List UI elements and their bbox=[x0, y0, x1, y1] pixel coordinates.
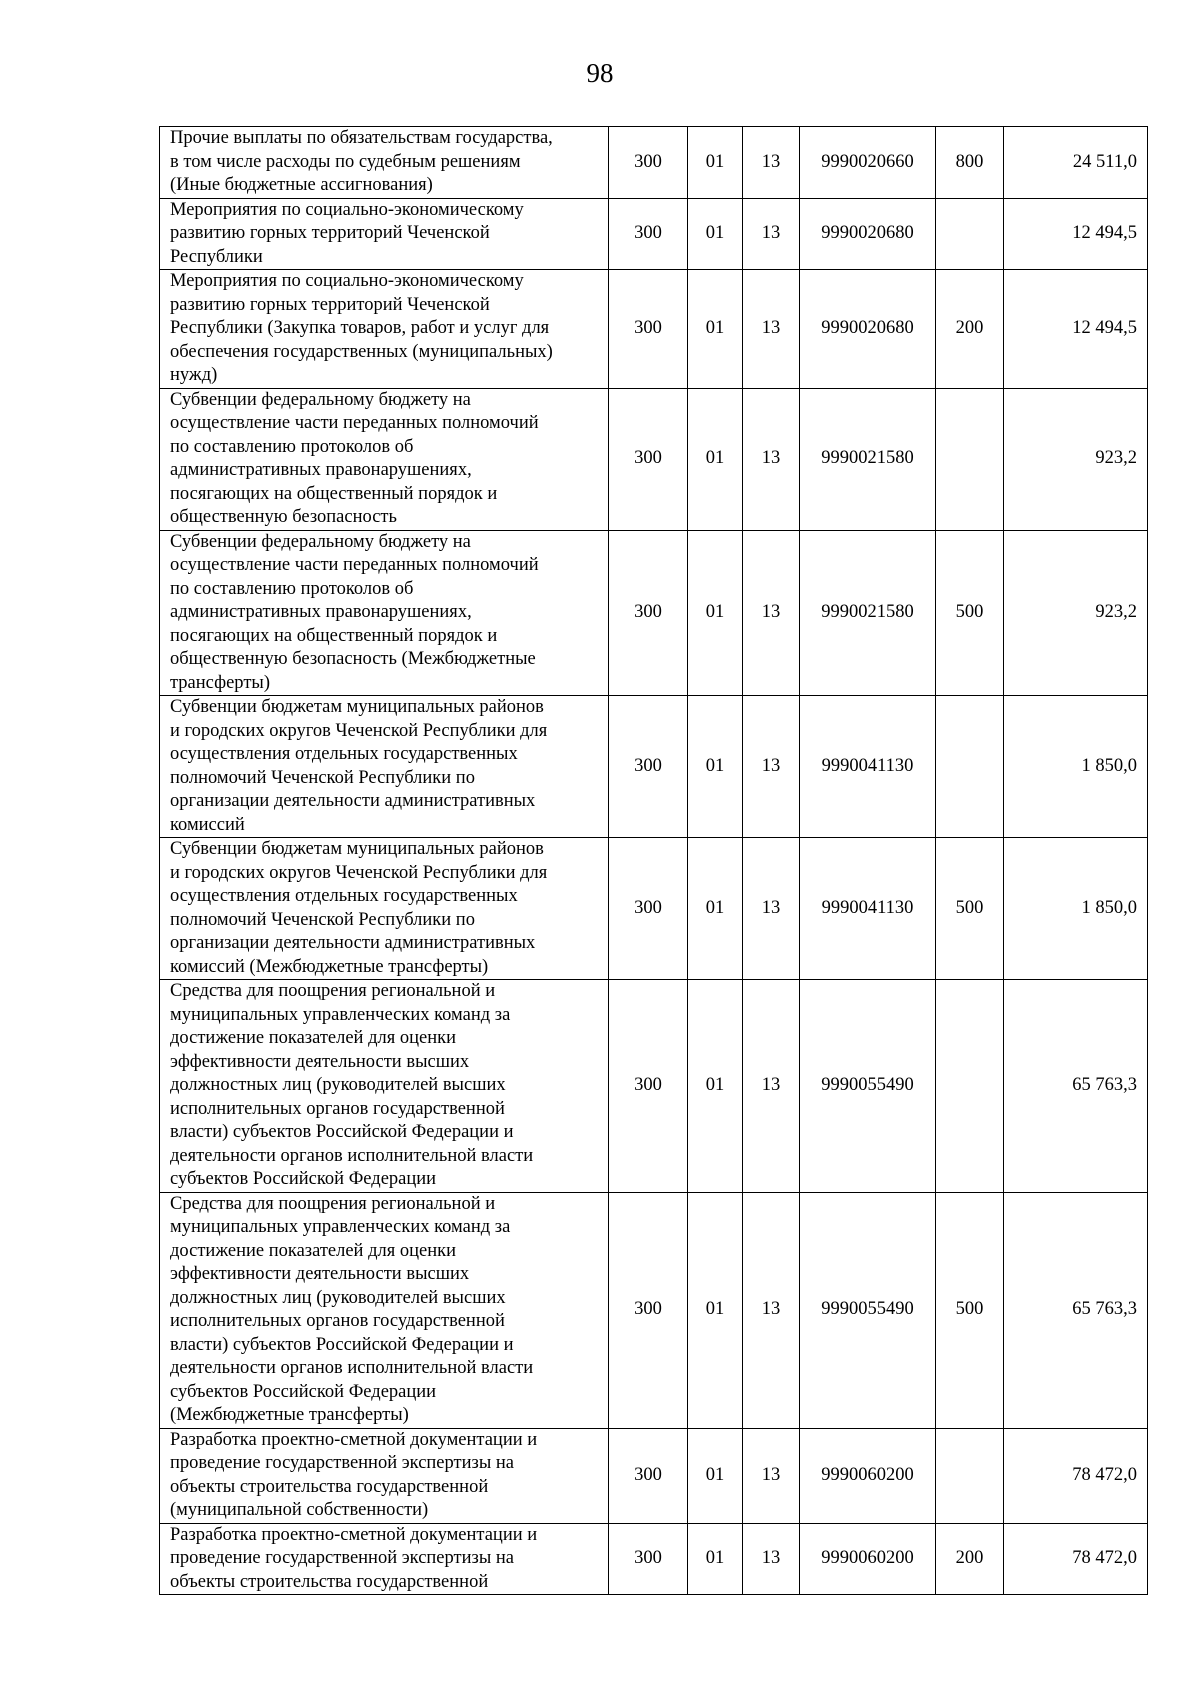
table-row bbox=[160, 838, 1148, 980]
expense-type-code bbox=[936, 198, 1004, 270]
table-row bbox=[160, 127, 1148, 199]
amount-value: 12 494,5 bbox=[1004, 198, 1148, 270]
description-line: деятельности органов исполнительной власти bbox=[170, 1358, 534, 1378]
expense-type-code: 500 bbox=[936, 530, 1004, 696]
expense-type-code: 500 bbox=[936, 1192, 1004, 1428]
description-line: посягающих на общественный порядок и bbox=[170, 483, 498, 504]
description-line: общественную безопасность bbox=[170, 507, 397, 527]
ministry-code: 300 bbox=[609, 1428, 688, 1523]
section-code: 01 bbox=[688, 1192, 743, 1428]
description-line: осуществления отдельных государственных bbox=[170, 744, 518, 764]
description-line: Мероприятия по социально-экономическому bbox=[170, 199, 524, 220]
description-line: (муниципальной собственности) bbox=[170, 1500, 429, 1520]
amount-value: 78 472,0 bbox=[1004, 1523, 1148, 1595]
description-line: организации деятельности административных bbox=[170, 791, 536, 811]
target-article-code: 9990055490 bbox=[800, 1192, 936, 1428]
section-code: 01 bbox=[688, 270, 743, 389]
target-article-code: 9990060200 bbox=[800, 1428, 936, 1523]
description-line: Разработка проектно-сметной документации и bbox=[170, 1429, 538, 1450]
description-line: в том числе расходы по судебным решениям bbox=[170, 151, 521, 172]
section-code: 01 bbox=[688, 530, 743, 696]
subsection-code: 13 bbox=[743, 1428, 800, 1523]
description-line: объекты строительства государственной bbox=[170, 1476, 489, 1497]
item-description bbox=[160, 838, 609, 980]
amount-value: 65 763,3 bbox=[1004, 980, 1148, 1193]
description-line: проведение государственной экспертизы на bbox=[170, 1548, 514, 1568]
table-body bbox=[160, 127, 1148, 1595]
amount-value: 923,2 bbox=[1004, 530, 1148, 696]
target-article-code: 9990060200 bbox=[800, 1523, 936, 1595]
item-description bbox=[160, 388, 609, 530]
expense-type-code: 800 bbox=[936, 127, 1004, 199]
description-line: осуществление части переданных полномочий bbox=[170, 413, 539, 433]
table-row bbox=[160, 270, 1148, 389]
ministry-code: 300 bbox=[609, 696, 688, 838]
description-line: и городских округов Чеченской Республики для bbox=[170, 862, 548, 883]
item-description bbox=[160, 1523, 609, 1595]
description-line: Средства для поощрения региональной и bbox=[170, 981, 496, 1001]
subsection-code: 13 bbox=[743, 198, 800, 270]
ministry-code: 300 bbox=[609, 530, 688, 696]
ministry-code: 300 bbox=[609, 980, 688, 1193]
section-code: 01 bbox=[688, 1428, 743, 1523]
description-line: Субвенции бюджетам муниципальных районов bbox=[170, 697, 544, 717]
description-line: организации деятельности административных bbox=[170, 933, 536, 953]
amount-value: 1 850,0 bbox=[1004, 838, 1148, 980]
section-code: 01 bbox=[688, 198, 743, 270]
table-row bbox=[160, 1523, 1148, 1595]
description-line: развитию горных территорий Чеченской bbox=[170, 294, 490, 315]
expense-type-code: 200 bbox=[936, 270, 1004, 389]
amount-value: 65 763,3 bbox=[1004, 1192, 1148, 1428]
description-line: (Иные бюджетные ассигнования) bbox=[170, 175, 433, 195]
table-row bbox=[160, 980, 1148, 1193]
description-line: Республики bbox=[170, 246, 263, 267]
description-line: административных правонарушениях, bbox=[170, 602, 472, 622]
amount-value: 12 494,5 bbox=[1004, 270, 1148, 389]
table-row bbox=[160, 696, 1148, 838]
description-line: муниципальных управленческих команд за bbox=[170, 1004, 511, 1025]
section-code: 01 bbox=[688, 696, 743, 838]
subsection-code: 13 bbox=[743, 980, 800, 1193]
ministry-code: 300 bbox=[609, 198, 688, 270]
amount-value: 78 472,0 bbox=[1004, 1428, 1148, 1523]
description-line: исполнительных органов государственной bbox=[170, 1311, 505, 1331]
description-line: должностных лиц (руководителей высших bbox=[170, 1287, 506, 1308]
table-row bbox=[160, 198, 1148, 270]
item-description bbox=[160, 696, 609, 838]
target-article-code: 9990021580 bbox=[800, 388, 936, 530]
description-line: власти) субъектов Российской Федерации и bbox=[170, 1334, 514, 1355]
description-line: комиссий (Межбюджетные трансферты) bbox=[170, 956, 489, 977]
description-line: деятельности органов исполнительной власти bbox=[170, 1145, 534, 1166]
item-description bbox=[160, 1428, 609, 1523]
target-article-code: 9990020680 bbox=[800, 270, 936, 389]
description-line: достижение показателей для оценки bbox=[170, 1240, 457, 1261]
item-description bbox=[160, 1192, 609, 1428]
subsection-code: 13 bbox=[743, 270, 800, 389]
description-line: субъектов Российской Федерации bbox=[170, 1169, 437, 1189]
expense-type-code bbox=[936, 696, 1004, 838]
expense-type-code: 200 bbox=[936, 1523, 1004, 1595]
amount-value: 1 850,0 bbox=[1004, 696, 1148, 838]
expense-type-code bbox=[936, 1428, 1004, 1523]
description-line: осуществление части переданных полномочий bbox=[170, 555, 539, 575]
item-description bbox=[160, 270, 609, 389]
description-line: Субвенции федеральному бюджету на bbox=[170, 531, 471, 552]
description-line: (Межбюджетные трансферты) bbox=[170, 1405, 409, 1425]
expense-type-code bbox=[936, 388, 1004, 530]
expense-type-code: 500 bbox=[936, 838, 1004, 980]
description-line: объекты строительства государственной bbox=[170, 1571, 489, 1592]
description-line: полномочий Чеченской Республики по bbox=[170, 767, 475, 788]
subsection-code: 13 bbox=[743, 530, 800, 696]
description-line: Мероприятия по социально-экономическому bbox=[170, 271, 524, 291]
ministry-code: 300 bbox=[609, 838, 688, 980]
ministry-code: 300 bbox=[609, 1192, 688, 1428]
expense-type-code bbox=[936, 980, 1004, 1193]
section-code: 01 bbox=[688, 127, 743, 199]
description-line: осуществления отдельных государственных bbox=[170, 886, 518, 906]
subsection-code: 13 bbox=[743, 1523, 800, 1595]
target-article-code: 9990020680 bbox=[800, 198, 936, 270]
subsection-code: 13 bbox=[743, 696, 800, 838]
subsection-code: 13 bbox=[743, 127, 800, 199]
description-line: Субвенции федеральному бюджету на bbox=[170, 389, 471, 410]
description-line: комиссий bbox=[170, 814, 245, 835]
description-line: общественную безопасность (Межбюджетные bbox=[170, 649, 536, 669]
table-row bbox=[160, 1428, 1148, 1523]
table-row bbox=[160, 1192, 1148, 1428]
item-description bbox=[160, 127, 609, 199]
description-line: эффективности деятельности высших bbox=[170, 1051, 470, 1072]
target-article-code: 9990020660 bbox=[800, 127, 936, 199]
subsection-code: 13 bbox=[743, 388, 800, 530]
amount-value: 923,2 bbox=[1004, 388, 1148, 530]
description-line: Субвенции бюджетам муниципальных районов bbox=[170, 839, 544, 859]
description-line: Прочие выплаты по обязательствам государства, bbox=[170, 128, 553, 148]
section-code: 01 bbox=[688, 838, 743, 980]
section-code: 01 bbox=[688, 388, 743, 530]
description-line: нужд) bbox=[170, 365, 218, 385]
ministry-code: 300 bbox=[609, 388, 688, 530]
table-row bbox=[160, 530, 1148, 696]
description-line: эффективности деятельности высших bbox=[170, 1264, 470, 1284]
section-code: 01 bbox=[688, 980, 743, 1193]
ministry-code: 300 bbox=[609, 127, 688, 199]
description-line: обеспечения государственных (муниципальных) bbox=[170, 341, 553, 362]
budget-table bbox=[159, 126, 1148, 1595]
description-line: развитию горных территорий Чеченской bbox=[170, 223, 490, 243]
description-line: по составлению протоколов об bbox=[170, 578, 414, 599]
description-line: трансферты) bbox=[170, 672, 270, 693]
section-code: 01 bbox=[688, 1523, 743, 1595]
target-article-code: 9990041130 bbox=[800, 696, 936, 838]
description-line: должностных лиц (руководителей высших bbox=[170, 1075, 506, 1095]
description-line: муниципальных управленческих команд за bbox=[170, 1217, 511, 1237]
target-article-code: 9990041130 bbox=[800, 838, 936, 980]
item-description bbox=[160, 980, 609, 1193]
description-line: полномочий Чеченской Республики по bbox=[170, 909, 475, 930]
description-line: достижение показателей для оценки bbox=[170, 1028, 457, 1048]
description-line: Республики (Закупка товаров, работ и услуг для bbox=[170, 318, 550, 338]
target-article-code: 9990021580 bbox=[800, 530, 936, 696]
table-row bbox=[160, 388, 1148, 530]
description-line: административных правонарушениях, bbox=[170, 460, 472, 480]
description-line: субъектов Российской Федерации bbox=[170, 1381, 437, 1402]
subsection-code: 13 bbox=[743, 838, 800, 980]
item-description bbox=[160, 198, 609, 270]
ministry-code: 300 bbox=[609, 270, 688, 389]
subsection-code: 13 bbox=[743, 1192, 800, 1428]
page-number: 98 bbox=[586, 58, 614, 88]
description-line: по составлению протоколов об bbox=[170, 436, 414, 457]
description-line: власти) субъектов Российской Федерации и bbox=[170, 1122, 514, 1142]
item-description bbox=[160, 530, 609, 696]
target-article-code: 9990055490 bbox=[800, 980, 936, 1193]
ministry-code: 300 bbox=[609, 1523, 688, 1595]
description-line: исполнительных органов государственной bbox=[170, 1098, 505, 1119]
description-line: посягающих на общественный порядок и bbox=[170, 625, 498, 646]
description-line: проведение государственной экспертизы на bbox=[170, 1453, 514, 1473]
description-line: и городских округов Чеченской Республики для bbox=[170, 720, 548, 741]
amount-value: 24 511,0 bbox=[1004, 127, 1148, 199]
description-line: Разработка проектно-сметной документации и bbox=[170, 1524, 538, 1545]
description-line: Средства для поощрения региональной и bbox=[170, 1193, 496, 1214]
